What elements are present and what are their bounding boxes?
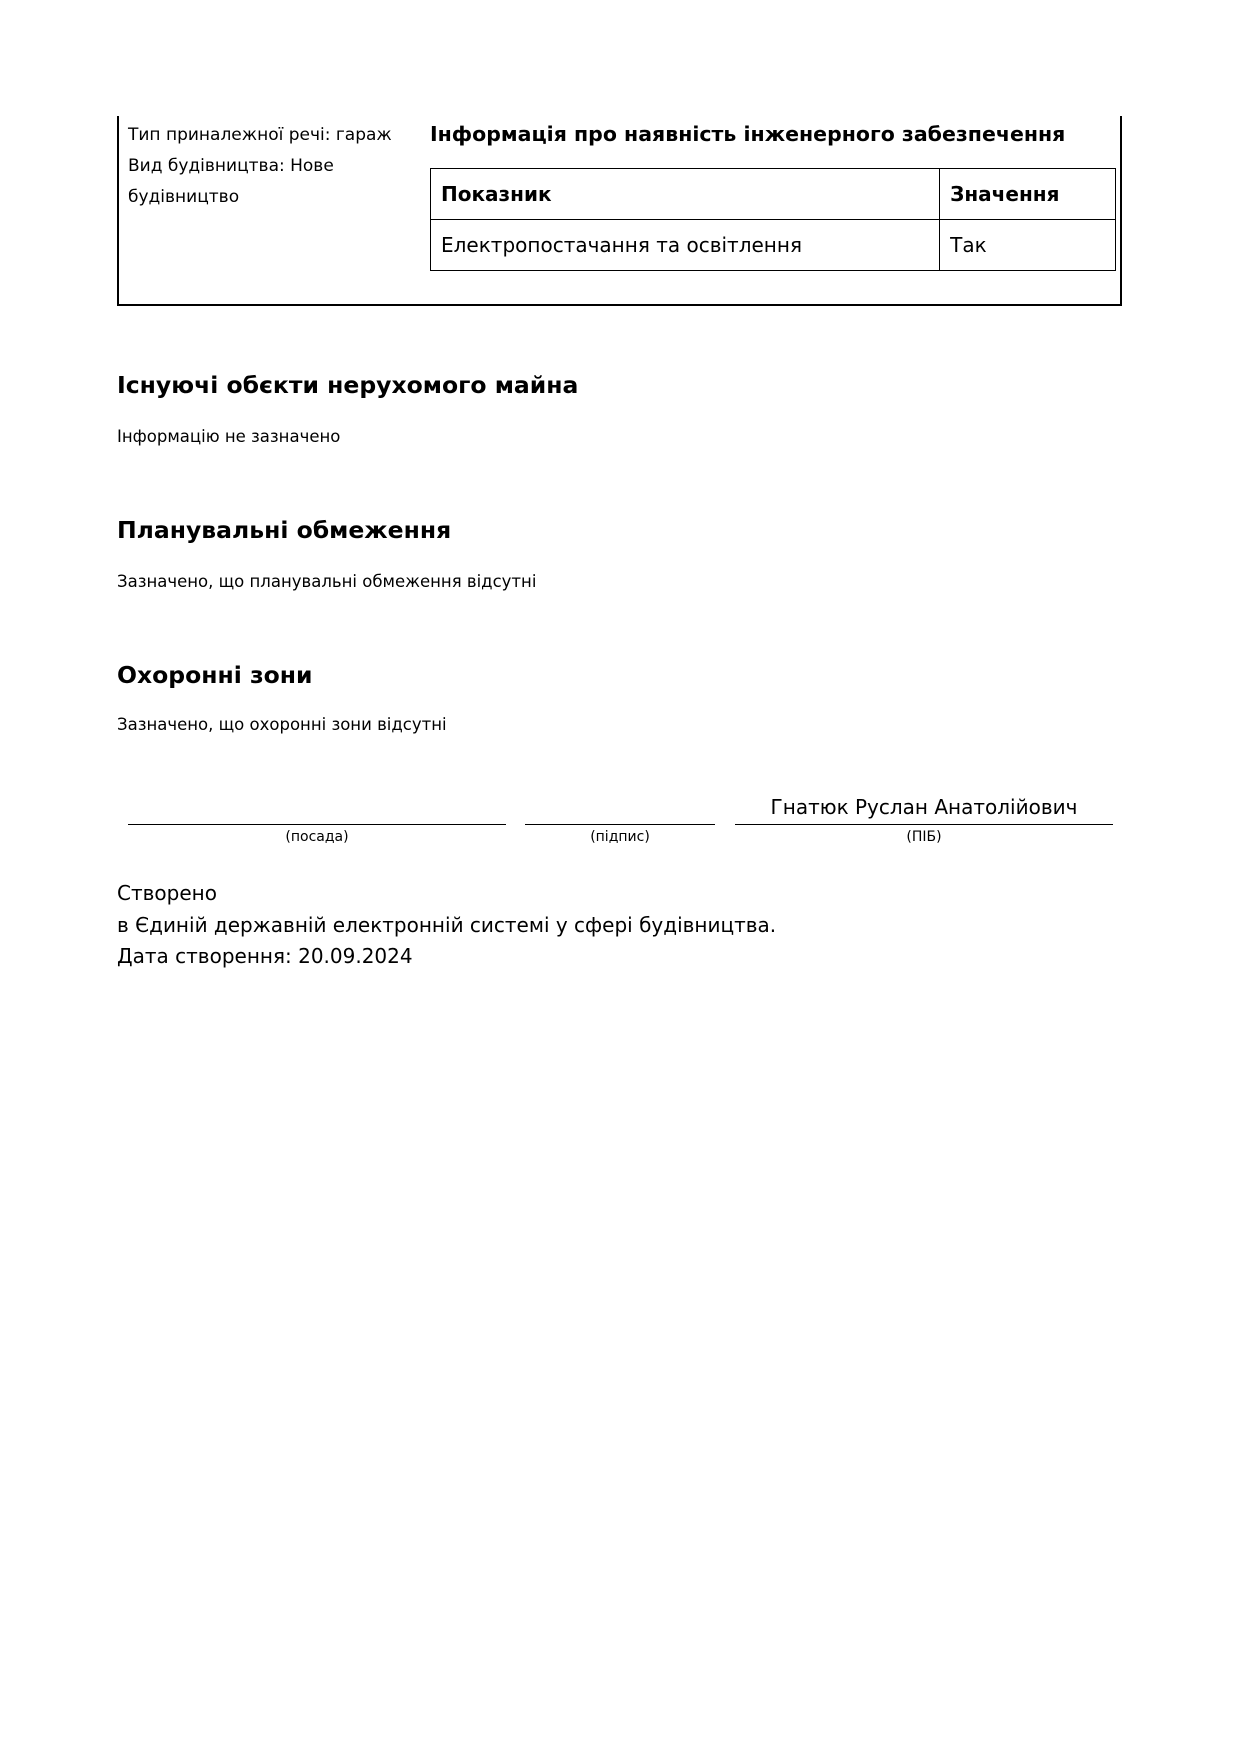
table-cell-value: Так [940,220,1116,271]
planning-restrictions-title: Планувальні обмеження [117,516,452,544]
table-header-row [431,169,1116,220]
position-line [128,824,506,825]
object-info-frame [117,116,1122,306]
signature-line [525,824,715,825]
table-cell-indicator: Електропостачання та освітлення [431,220,940,271]
protection-zones-text: Зазначено, що охоронні зони відсутні [117,715,447,734]
table-row [431,220,1116,271]
construction-kind-line2: будівництво [128,187,240,207]
construction-kind [128,151,398,213]
planning-restrictions-text: Зазначено, що планувальні обмеження відсутні [117,572,537,591]
position-caption: (посада) [285,829,349,845]
protection-zones-title: Охоронні зони [117,661,313,689]
creation-footer [117,878,776,973]
object-info [128,120,398,213]
engineering-table [430,168,1116,271]
item-type: Тип приналежної речі: гараж [128,125,392,145]
existing-objects-title: Існуючі обєкти нерухомого майна [117,371,579,399]
footer-created: Створено [117,881,217,905]
name-line [735,824,1113,825]
signer-name: Гнатюк Руслан Анатолійович [770,795,1078,819]
existing-objects-text: Інформацію не зазначено [117,427,341,446]
construction-kind-line1: Вид будівництва: Нове [128,156,334,176]
footer-date: Дата створення: 20.09.2024 [117,944,413,968]
footer-system: в Єдиній державній електронній системі у сфері будівництва. [117,912,777,937]
signature-caption: (підпис) [590,829,650,845]
name-caption: (ПІБ) [906,829,942,845]
engineering-title: Інформація про наявність інженерного забезпечення [430,122,1066,146]
column-header-indicator: Показник [431,169,940,220]
column-header-value: Значення [940,169,1116,220]
